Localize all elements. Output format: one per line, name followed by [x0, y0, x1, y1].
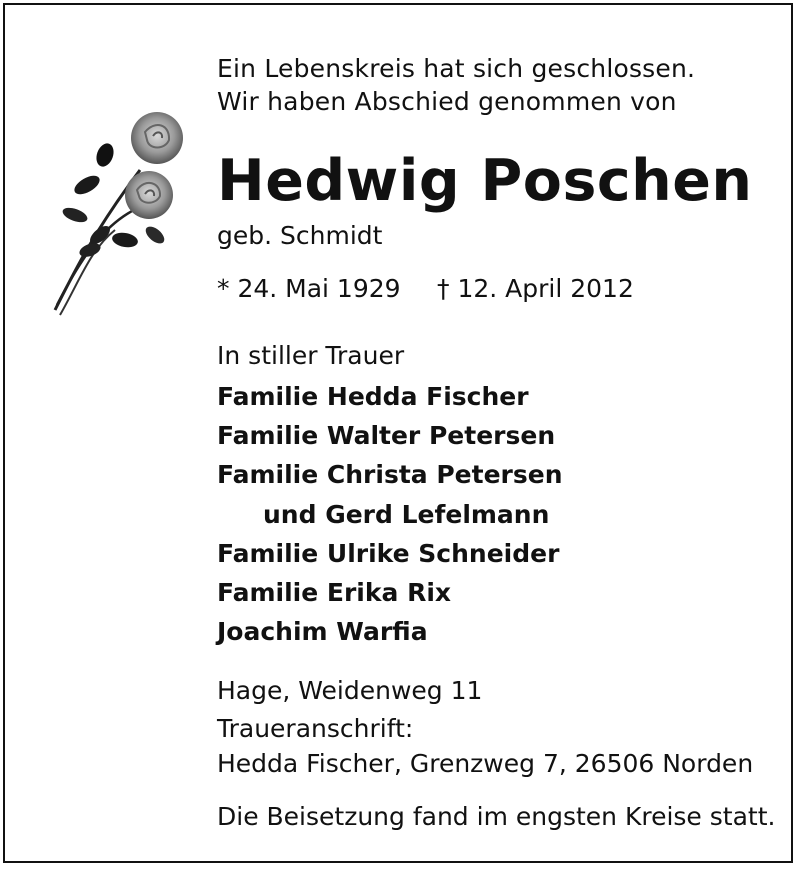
family-2: Familie Walter Petersen: [217, 421, 556, 450]
address-contact: Hedda Fischer, Grenzweg 7, 26506 Norden: [217, 749, 754, 778]
family-3: Familie Christa Petersen: [217, 460, 563, 489]
rose-icon: [45, 110, 205, 320]
family-1: Familie Hedda Fischer: [217, 382, 529, 411]
maiden-name: geb. Schmidt: [217, 221, 383, 250]
family-3-continuation: und Gerd Lefelmann: [263, 500, 550, 529]
closing-text: Die Beisetzung fand im engsten Kreise statt.: [217, 802, 776, 831]
birth-date: * 24. Mai 1929: [217, 274, 401, 303]
intro-line-1: Ein Lebenskreis hat sich geschlossen.: [217, 54, 696, 83]
death-date: † 12. April 2012: [437, 274, 634, 303]
address-label: Traueranschrift:: [217, 714, 414, 743]
family-6: Joachim Warfia: [217, 617, 428, 646]
address-location: Hage, Weidenweg 11: [217, 676, 483, 705]
intro-line-2: Wir haben Abschied genommen von: [217, 87, 677, 116]
deceased-name: Hedwig Poschen: [217, 148, 753, 214]
family-5: Familie Erika Rix: [217, 578, 452, 607]
family-4: Familie Ulrike Schneider: [217, 539, 560, 568]
mourning-heading: In stiller Trauer: [217, 341, 405, 370]
